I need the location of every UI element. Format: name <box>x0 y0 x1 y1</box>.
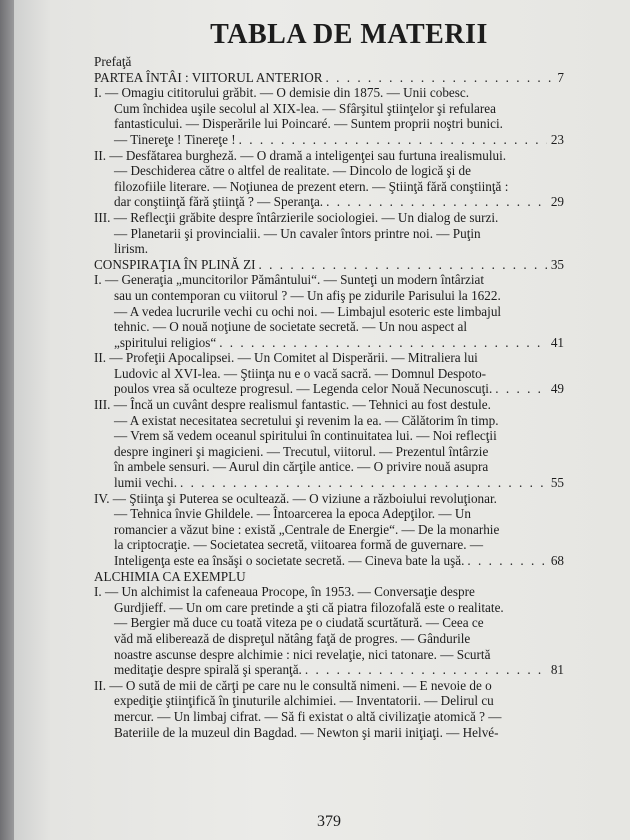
leader-dots <box>302 662 547 678</box>
toc-part-heading <box>94 257 564 273</box>
toc-line: III. — Încă un cuvânt despre realismul fantastic. — Tehnici au fost destule. <box>94 397 491 413</box>
toc-line: I. — Omagiu cititorului grăbit. — O demisie din 1875. — Unii cobesc. <box>94 85 470 101</box>
toc-line: I. — Un alchimist la cafeneaua Procope, în 1953. — Conversaţie despre <box>94 584 475 600</box>
toc-line-text: — Tinereţe ! Tinereţe ! <box>114 131 236 147</box>
toc-line: — A vedea lucrurile vechi cu ochi noi. — Limbajul esoteric este limbajul <box>114 303 502 319</box>
leader-dots <box>323 194 547 210</box>
toc-line <box>94 335 564 351</box>
toc-line <box>94 475 564 491</box>
leader-dots <box>177 475 547 491</box>
leader-dots <box>492 381 547 397</box>
toc-line: tehnic. — O nouă noţiune de societate secretă. — Un nou aspect al <box>114 319 468 335</box>
toc-line: — Planetarii şi provincialii. — Un cavaler întors printre noi. — Puţin <box>114 225 481 241</box>
leader-dots <box>216 335 547 351</box>
toc-line: Cum închidea uşile secolul al XIX-lea. — Sfârşitul ştiinţelor şi refularea <box>114 100 496 116</box>
toc-page-number: 23 <box>550 131 564 147</box>
toc-line-text: „spiritului religios“ <box>114 334 217 350</box>
toc-line <box>94 662 564 678</box>
leader-dots <box>236 132 547 148</box>
toc-chapter <box>94 678 564 740</box>
toc-line-text: meditaţie despre spirală şi speranţă. <box>114 662 302 678</box>
toc-chapter <box>94 272 564 350</box>
toc-line: în ambele sensuri. — Aurul din cărţile antice. — O privire nouă asupra <box>114 459 489 475</box>
toc-line-text: Inteligenţa este ea însăşi o societate secretă. — Cineva bate la uşă. <box>114 553 465 568</box>
leader-dots <box>256 257 547 273</box>
toc-chapter <box>94 148 564 210</box>
toc-page-number: 35 <box>550 256 564 272</box>
toc-line: IV. — Ştiinţa şi Puterea se ocultează. — O viziune a războiului revoluţionar. <box>94 490 497 506</box>
toc-line: I. — Generaţia „muncitorilor Pământului“. — Sunteţi un modern întârziat <box>94 272 485 288</box>
toc-line: II. — O sută de mii de cărţi pe care nu le consultă nimeni. — E nevoie de o <box>94 677 492 693</box>
toc-chapter <box>94 210 564 257</box>
toc-line: romancier a văzut bine : există „Centrale de Energie“. — De la monarhie <box>114 521 500 537</box>
toc-line: mercur. — Un limbaj cifrat. — Să fi existat o altă civilizaţie atomică ? — <box>114 708 502 724</box>
toc-page-number: 49 <box>550 381 564 397</box>
book-gutter <box>0 0 14 840</box>
toc-line: sau un contemporan cu viitorul ? — Un afiş pe zidurile Parisului la 1622. <box>114 287 501 303</box>
toc-line: lirism. <box>114 241 149 257</box>
toc-heading-text: ALCHIMIA CA EXEMPLU <box>94 568 246 584</box>
toc-line: — Deschiderea către o altfel de realitate. — Dincolo de logică şi de <box>114 163 472 179</box>
toc-part-heading <box>94 569 564 585</box>
toc-line: despre ingineri şi magicieni. — Trecutul, viitorul. — Prezentul întârzie <box>114 443 489 459</box>
toc-page-number: 68 <box>550 553 564 568</box>
toc-line <box>94 381 564 397</box>
toc-line: Ludovic al XVI-lea. — Ştiinţa nu e o vacă sacră. — Domnul Despoto- <box>114 365 487 381</box>
toc-line-text: dar conştiinţă fără ştiinţă ? — Speranţa. <box>114 194 324 210</box>
toc-line: — Bergier mă duce cu toată viteza pe o ciudată scurtătură. — Ceea ce <box>114 615 484 631</box>
toc-line <box>94 553 564 569</box>
leader-dots <box>464 553 546 569</box>
toc-line: fantasticului. — Disperările lui Poincaré. — Suntem proprii noştri bunici. <box>114 116 503 132</box>
leader-dots <box>323 70 554 86</box>
toc-part-heading <box>94 70 564 86</box>
table-of-contents <box>94 18 564 830</box>
toc-line: — Vrem să vedem oceanul spiritului în continuitatea lui. — Noi reflecţii <box>114 428 497 444</box>
toc-heading-text: CONSPIRAŢIA ÎN PLINĂ ZI <box>94 256 256 272</box>
page-title: TABLA DE MATERII <box>210 19 488 50</box>
toc-page-number: 7 <box>557 69 564 85</box>
toc-chapter <box>94 584 564 678</box>
toc-line: III. — Reflecţii grăbite despre întârzierile sociologiei. — Un dialog de surzi. <box>94 209 499 225</box>
toc-line: Gurdjieff. — Un om care pretinde a şti că piatra filozofală este o realitate. <box>114 599 504 615</box>
toc-line: — Tehnica învie Ghildele. — Întoarcerea la epoca Adepţilor. — Un <box>114 506 471 522</box>
toc-line-text: lumii vechi. <box>114 475 177 491</box>
toc-line: la criptocraţie. — Societatea secretă, viitoarea formă de guvernare. — <box>114 537 484 553</box>
toc-page-number: 41 <box>550 334 564 350</box>
toc-heading-text: PARTEA ÎNTÂI : VIITORUL ANTERIOR <box>94 69 323 85</box>
toc-page-number: 55 <box>550 475 564 491</box>
toc-chapter <box>94 397 564 491</box>
page-number: 379 <box>317 813 341 830</box>
toc-line: Bateriile de la muzeul din Bagdad. — Newton şi marii iniţiaţi. — Helvé- <box>114 724 499 740</box>
toc-line: filozofiile literare. — Noţiunea de prezent etern. — Ştiinţă fără conştiinţă : <box>114 178 509 194</box>
toc-line: II. — Desfătarea burgheză. — O dramă a inteligenţei sau furtuna irealismului. <box>94 147 507 163</box>
toc-page-number: 81 <box>550 662 564 678</box>
toc-line: noastre ascunse despre alchimie : nici revelaţie, nici tatonare. — Scurtă <box>114 646 491 662</box>
book-page <box>14 0 630 840</box>
toc-line: — A existat necesitatea secretului şi revenim la ea. — Călătorim în timp. <box>114 412 499 428</box>
toc-line-text: poulos vrea să oculteze progresul. — Legenda celor Nouă Necunoscuţi. <box>114 381 493 397</box>
toc-line: expediţie ştiinţifică în ţinuturile alchimiei. — Inventatorii. — Delirul cu <box>114 693 494 709</box>
toc-line: văd mă eliberează de dispreţul nătâng faţă de progres. — Gândurile <box>114 630 471 646</box>
toc-line <box>94 194 564 210</box>
toc-line <box>94 132 564 148</box>
toc-page-number: 29 <box>550 194 564 210</box>
toc-chapter <box>94 350 564 397</box>
toc-line: II. — Profeţii Apocalipsei. — Un Comitet al Disperării. — Mitraliera lui <box>94 350 478 366</box>
toc-preface: Prefaţă <box>94 54 132 69</box>
toc-chapter <box>94 85 564 147</box>
toc-chapter <box>94 491 564 569</box>
